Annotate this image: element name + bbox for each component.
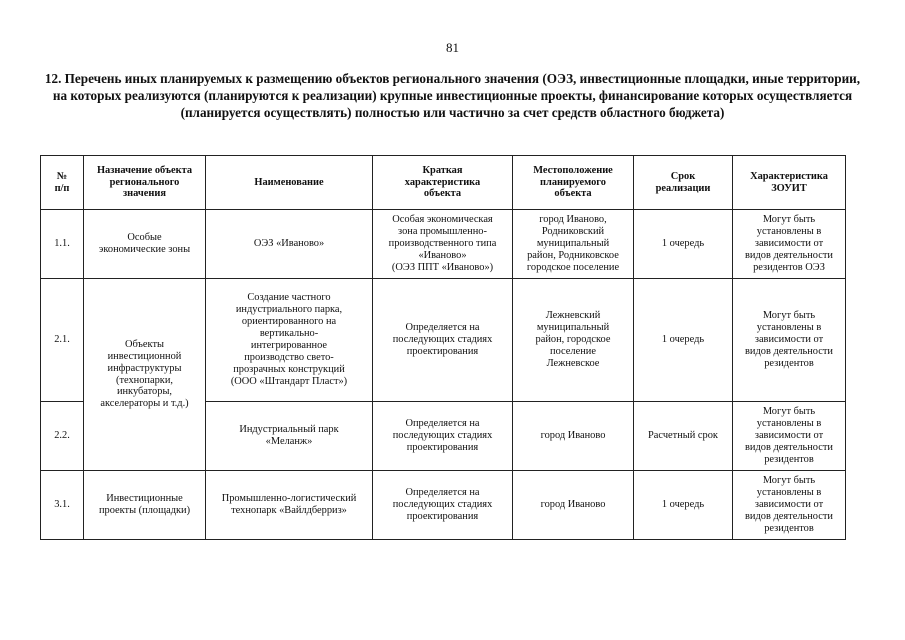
table-border-right <box>845 155 846 540</box>
row-number: 2.1. <box>54 334 70 346</box>
row-number: 3.1. <box>54 499 70 511</box>
table-border-bottom <box>40 539 846 540</box>
header-location: Местоположение планируемого объекта <box>533 164 613 200</box>
purpose-cell: Инвестиционные проекты (площадки) <box>98 493 191 516</box>
object-name: Создание частного индустриального парка, ориентированного на вертикально- интегрированное производство свето- прозрачных конструкций (ООО «Штандарт Пласт») <box>230 292 348 387</box>
object-zouit: Могут быть установлены в зависимости от видов деятельности резидентов ОЭЗ <box>745 214 833 273</box>
object-zouit: Могут быть установлены в зависимости от видов деятельности резидентов <box>745 406 833 465</box>
row-number: 1.1. <box>54 238 70 250</box>
page-number: 81 <box>446 40 459 55</box>
object-description: Определяется на последующих стадиях проектирования <box>392 418 493 453</box>
object-term: 1 очередь <box>661 334 705 346</box>
header-purpose: Назначение объекта регионального значения <box>96 164 193 200</box>
object-term: Расчетный срок <box>648 430 718 442</box>
object-description: Особая экономическая зона промышленно- производственного типа «Иваново» (ОЭЗ ППТ «Иваново») <box>388 214 497 273</box>
object-location: город Иваново <box>540 499 606 511</box>
purpose-cell: Объекты инвестиционной инфраструктуры (технопарки, инкубаторы, акселераторы и т.д.) <box>100 338 189 410</box>
header-term: Срок реализации <box>655 170 711 194</box>
object-term: 1 очередь <box>661 499 705 511</box>
object-description: Определяется на последующих стадиях проектирования <box>392 322 493 357</box>
object-name: Индустриальный парк «Меланж» <box>239 424 339 447</box>
row-number: 2.2. <box>54 430 70 442</box>
header-number: № п/п <box>54 170 70 194</box>
header-description: Краткая характеристика объекта <box>404 164 481 200</box>
purpose-cell: Особые экономические зоны <box>98 232 191 255</box>
object-location: город Иваново <box>540 430 606 442</box>
object-zouit: Могут быть установлены в зависимости от видов деятельности резидентов <box>745 310 833 369</box>
document-title: 12. Перечень иных планируемых к размещению объектов регионального значения (ОЭЗ, инвестиционные площадки, иные территории, на которых реализуются (планируются к реализации) крупные инвестиционные проекты, финансирование которых осуществляется (планируется осуществлять) полностью или частично за счет средств областного бюджета) <box>44 71 861 121</box>
object-name: Промышленно-логистический технопарк «Вайлдберриз» <box>221 493 357 516</box>
object-description: Определяется на последующих стадиях проектирования <box>392 487 493 522</box>
object-zouit: Могут быть установлены в зависимости от видов деятельности резидентов <box>745 475 833 534</box>
header-zouit: Характеристика ЗОУИТ <box>750 170 828 194</box>
object-location: Лежневский муниципальный район, городское поселение Лежневское <box>535 310 611 369</box>
header-name: Наименование <box>254 176 324 188</box>
object-name: ОЭЗ «Иваново» <box>253 238 325 250</box>
object-location: город Иваново, Родниковский муниципальный район, Родниковское городское поселение <box>526 214 620 273</box>
object-term: 1 очередь <box>661 238 705 250</box>
